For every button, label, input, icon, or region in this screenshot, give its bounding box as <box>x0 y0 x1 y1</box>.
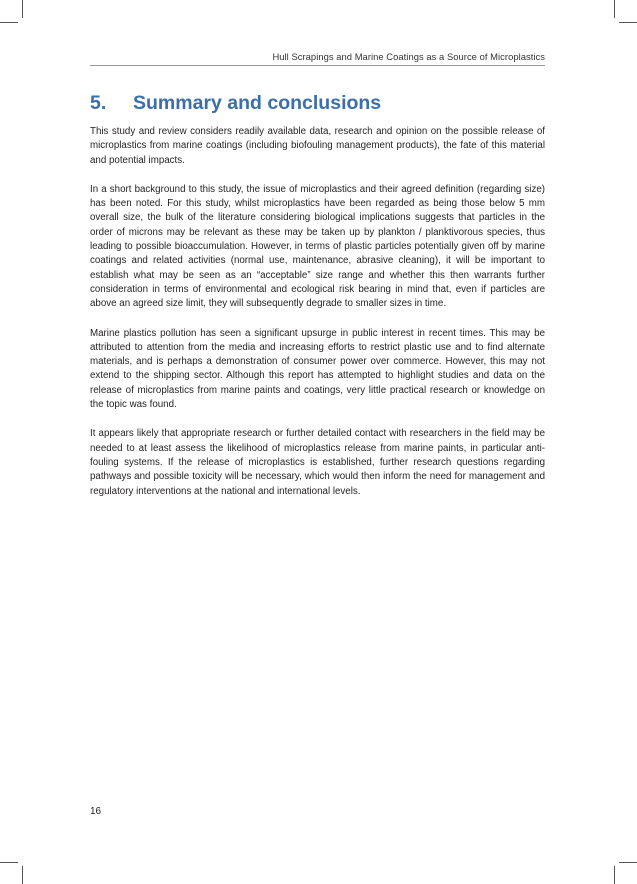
section-title: Summary and conclusions <box>133 92 382 114</box>
crop-mark-left-top <box>0 22 18 23</box>
crop-mark-bottom-right <box>614 866 615 884</box>
section-number: 5. <box>90 92 107 114</box>
crop-mark-top-right <box>614 0 615 18</box>
crop-mark-right-top <box>619 22 637 23</box>
crop-mark-top-left <box>22 0 23 18</box>
paragraph-1: This study and review considers readily available data, research and opinion on the possible release of microplastics from marine coatings (including biofouling management products), the fate of this material and potential impacts. <box>90 126 545 166</box>
running-header: Hull Scrapings and Marine Coatings as a Source of Microplastics <box>272 51 545 62</box>
crop-mark-bottom-left <box>22 866 23 884</box>
paragraph-3: Marine plastics pollution has seen a significant upsurge in public interest in recent times. This may be attributed to attention from the media and increasing efforts to restrict plastic use and to find alternate materials, and is perhaps a demonstration of consumer power over commerce. However, this may not extend to the shipping sector. Although this report has attempted to highlight studies and data on the release of microplastics from marine paints and coatings, very little practical research or knowledge on the topic was found. <box>90 327 545 411</box>
page-number: 16 <box>90 806 102 817</box>
paragraph-2: In a short background to this study, the issue of microplastics and their agreed definition (regarding size) has been noted. For this study, whilst microplastics have been regarded as being those below 5 mm overall size, the bulk of the literature considering biological implications suggests that particles in the order of microns may be relevant as these may be taken up by plankton / planktivorous species, thus leading to possible bioaccumulation. However, in terms of plastic particles potentially given off by marine coatings and related activities (normal use, maintenance, abrasive cleaning), it will be important to establish what may be seen as an “acceptable” size range and whether this then warrants further consideration in terms of environmental and ecological risk bearing in mind that, even if particles are above an agreed size limit, they will subsequently degrade to smaller sizes in time. <box>90 183 545 310</box>
crop-mark-right-bottom <box>619 862 637 863</box>
header-rule <box>90 65 545 66</box>
crop-mark-left-bottom <box>0 862 18 863</box>
paragraph-4: It appears likely that appropriate research or further detailed contact with researchers in the field may be needed to at least assess the likelihood of microplastics release from marine paints, in particular anti-fouling systems. If the release of microplastics is established, further research questions regarding pathways and possible toxicity will be necessary, which would then inform the need for management and regulatory interventions at the national and international levels. <box>90 428 545 497</box>
body-text <box>90 125 545 514</box>
section-heading <box>90 92 381 115</box>
